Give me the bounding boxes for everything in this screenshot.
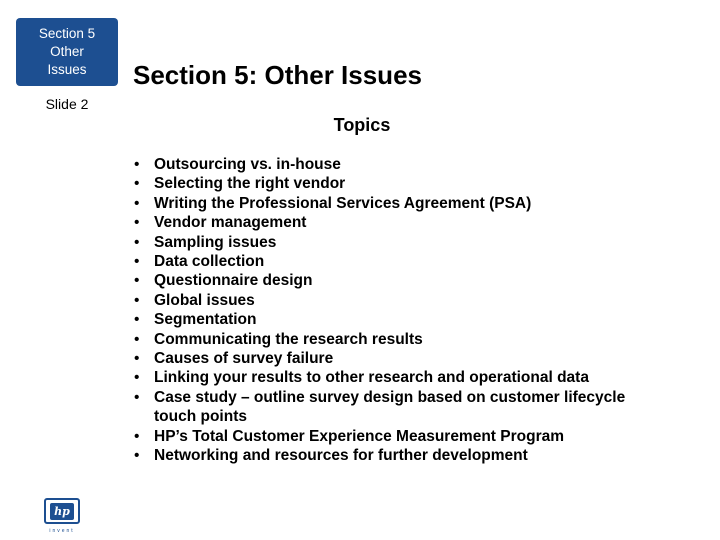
bullet-icon: • (134, 272, 140, 290)
topic-text: Vendor management (154, 214, 307, 232)
bullet-icon: • (134, 447, 140, 465)
topic-item (134, 271, 644, 290)
topic-item (134, 349, 644, 368)
bullet-icon: • (134, 194, 140, 212)
bullet-icon: • (134, 175, 140, 193)
slide-number: Slide 2 (45, 96, 89, 112)
topic-text: Writing the Professional Services Agreement (PSA) (154, 194, 532, 212)
topic-item (134, 155, 644, 174)
bullet-icon: • (134, 214, 140, 232)
section-label-line: Issues (47, 62, 87, 77)
topic-text: Global issues (154, 291, 255, 309)
topic-text: Data collection (154, 253, 265, 271)
topic-text: Linking your results to other research and operational data (154, 369, 589, 387)
bullet-icon: • (134, 350, 140, 368)
section-label-box (16, 18, 118, 86)
bullet-icon: • (134, 330, 140, 348)
hp-logo-icon (44, 498, 80, 524)
topic-item (134, 330, 644, 349)
bullet-icon: • (134, 427, 140, 445)
topic-text: Questionnaire design (154, 272, 313, 290)
topic-item (134, 291, 644, 310)
topics-list (134, 155, 644, 466)
bullet-icon: • (134, 369, 140, 387)
topic-item (134, 446, 644, 465)
hp-logo-mark: hp (50, 503, 74, 520)
slide-title: Section 5: Other Issues (133, 60, 422, 90)
topic-text: Sampling issues (154, 233, 277, 251)
topic-item (134, 388, 644, 427)
topic-text: Outsourcing vs. in-house (154, 156, 341, 173)
bullet-icon: • (134, 156, 140, 173)
bullet-icon: • (134, 388, 140, 406)
topic-item (134, 310, 644, 329)
section-label-line: Other (50, 44, 84, 59)
topic-item (134, 368, 644, 387)
section-label-line: Section 5 (38, 26, 96, 41)
topic-text: Selecting the right vendor (154, 175, 346, 193)
bullet-icon: • (134, 291, 140, 309)
topic-text: Networking and resources for further development (154, 447, 528, 465)
topic-text: Communicating the research results (154, 330, 423, 348)
topic-item (134, 427, 644, 446)
bullet-icon: • (134, 311, 140, 329)
topic-item (134, 213, 644, 232)
hp-logo-tagline: invent (49, 528, 75, 534)
topic-text: Segmentation (154, 311, 257, 329)
topics-heading: Topics (333, 115, 391, 135)
bullet-icon: • (134, 233, 140, 251)
topic-item (134, 252, 644, 271)
topic-text: Case study – outline survey design based on customer lifecycle touch points (154, 388, 626, 426)
topic-text: Causes of survey failure (154, 350, 334, 368)
topic-item (134, 233, 644, 252)
topic-item (134, 194, 644, 213)
topic-text: HP’s Total Customer Experience Measurement Program (154, 427, 565, 445)
bullet-icon: • (134, 253, 140, 271)
topic-item (134, 174, 644, 193)
